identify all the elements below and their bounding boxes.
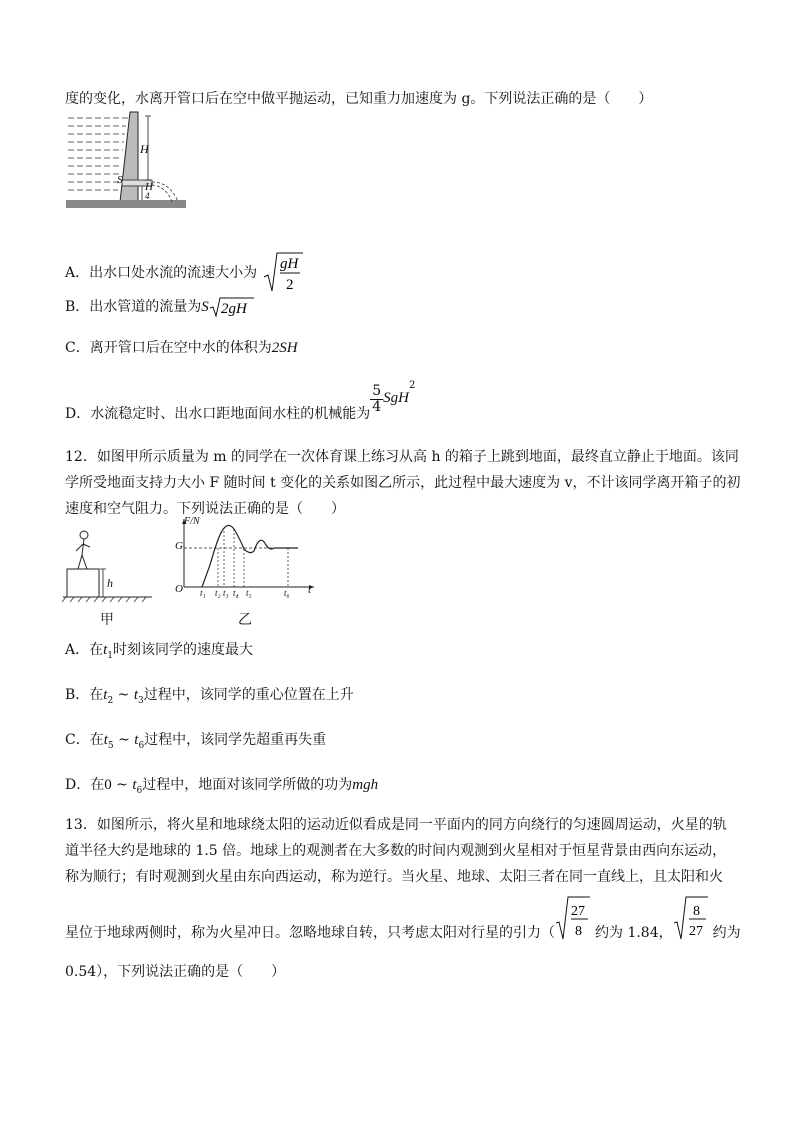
- q12-option-c-s1: 5: [107, 740, 114, 751]
- q12-yi-y-axis: F/N: [184, 516, 200, 527]
- q11-option-d-power: 2: [409, 379, 416, 391]
- q11-option-a-den: 2: [285, 277, 294, 293]
- q12-option-b-m1: t: [103, 687, 108, 703]
- q12-yi-caption: 乙: [238, 612, 252, 628]
- q13-r1-val: 约为 1.84，: [595, 925, 673, 941]
- q12-option-b-pre: B．在: [65, 687, 104, 703]
- q12-option-a[interactable]: [65, 640, 253, 666]
- q11-option-b-S: S: [201, 299, 209, 315]
- q11-option-c[interactable]: [65, 338, 298, 358]
- q11-option-a-text: A．出水口处水流的流速大小为: [65, 265, 258, 281]
- q12-option-d-m2: t: [132, 777, 137, 793]
- q11-fig-label-ratio: 4: [145, 191, 150, 201]
- q11-option-b-rad: 2gH: [220, 301, 247, 317]
- q13-r1-num: 27: [571, 904, 585, 919]
- q12-figure-jia: [60, 525, 155, 605]
- q12-yi-g-label: G: [175, 540, 183, 552]
- q12-option-b-tilde: ~: [113, 687, 134, 703]
- q12-option-c-post: 过程中，该同学先超重再失重: [144, 732, 327, 748]
- q11-option-b-radical: [209, 296, 255, 318]
- q12-option-a-pre: A．在: [65, 642, 104, 658]
- q12-jia-h-label: h: [107, 576, 113, 590]
- q12-line3: 速度和空气阻力。下列说法正确的是（ ）: [65, 501, 345, 517]
- q11-fig-label-H-top: H: [140, 142, 149, 156]
- q12-yi-tick-t5: t₅: [246, 588, 252, 598]
- q11-option-c-text: C．离开管口后在空中水的体积为: [65, 340, 272, 356]
- q12-yi-tick-t6: t₆: [284, 588, 290, 598]
- q11-option-a[interactable]: [65, 251, 304, 295]
- q12-line2: 学所受地面支持力大小 F 随时间 t 变化的关系如图乙所示，此过程中最大速度为 v，不计该同学离开箱子的初: [65, 475, 741, 491]
- q12-figure-yi: [170, 515, 320, 600]
- q13-line4-pre: 星位于地球两侧时，称为火星冲日。忽略地球自转，只考虑太阳对行星的引力（: [65, 925, 555, 941]
- q13-line2: 道半径大约是地球的 1.5 倍。地球上的观测者在大多数的时间内观测到火星相对于恒星背景由西向东运动，: [65, 843, 727, 859]
- q12-option-d[interactable]: [65, 775, 378, 801]
- q12-option-c-s2: 6: [138, 740, 145, 751]
- q12-yi-origin: O: [175, 583, 183, 595]
- q12-option-a-sub: 1: [107, 650, 114, 661]
- q11-option-c-math: 2SH: [271, 340, 298, 356]
- q11-option-b[interactable]: [65, 296, 255, 318]
- q12-option-d-s2: 6: [136, 785, 143, 796]
- q13-sqrt-27-8: [555, 895, 591, 943]
- q12-yi-tick-t3: t₃: [223, 588, 229, 598]
- q12-option-d-m0: 0: [104, 777, 112, 793]
- q12-yi-tick-t1: t₁: [200, 588, 206, 598]
- q11-option-a-num: gH: [279, 256, 298, 272]
- q12-yi-t-axis: t: [308, 584, 312, 596]
- q12-option-b-s2: 3: [138, 695, 144, 706]
- q13-r2-den: 27: [688, 924, 703, 939]
- q13-line5: 0.54），下列说法正确的是（ ）: [65, 964, 286, 980]
- q11-option-d[interactable]: [65, 379, 416, 422]
- q12-option-b-s1: 2: [107, 695, 114, 706]
- q11-option-d-tail: SgH: [383, 389, 409, 406]
- q12-option-a-math: t: [103, 642, 108, 658]
- q13-line1: 13．如图所示，将火星和地球绕太阳的运动近似看成是同一平面内的同方向绕行的匀速圆周运动，火星的轨: [65, 817, 727, 833]
- q11-stem-end: 度的变化，水离开管口后在空中做平抛运动，已知重力加速度为 g。下列说法正确的是（ ）: [65, 91, 653, 107]
- q12-option-b-m2: t: [133, 687, 139, 703]
- q12-option-b-post: 过程中，该同学的重心位置在上升: [143, 687, 354, 703]
- q12-option-c-m2: t: [134, 732, 139, 748]
- q13-line3: 称为顺行；有时观测到火星由东向西运动，称为逆行。当火星、地球、太阳三者在同一直线上，且太阳和火: [65, 869, 723, 885]
- q12-yi-tick-t2: t₂: [215, 588, 221, 598]
- q11-option-b-text: B．出水管道的流量为: [65, 299, 202, 315]
- q11-fig-label-H-bottom: H: [145, 181, 153, 193]
- q13-r2-val: 约为: [712, 925, 741, 941]
- q13-line4: [65, 893, 741, 943]
- q12-option-c[interactable]: [65, 730, 326, 756]
- q13-sqrt-8-27: [673, 895, 709, 943]
- q11-option-d-text: D．水流稳定时、出水口距地面间水柱的机械能为: [65, 405, 371, 422]
- q12-option-d-post: 过程中，地面对该同学所做的功为: [142, 777, 353, 793]
- q12-option-d-pre: D．在: [65, 777, 105, 793]
- q12-line1: 12．如图甲所示质量为 m 的同学在一次体育课上练习从高 h 的箱子上跳到地面，最终直立静止于地面。该同: [65, 449, 739, 465]
- q13-r2-num: 8: [692, 904, 700, 919]
- q11-option-a-formula: [262, 251, 304, 295]
- q12-option-b[interactable]: [65, 685, 354, 711]
- q11-option-d-frac: [370, 384, 383, 415]
- q12-yi-tick-t4: t₄: [233, 588, 239, 598]
- q12-jia-caption: 甲: [100, 612, 114, 628]
- q12-option-c-pre: C．在: [65, 732, 104, 748]
- q11-option-d-den: 4: [372, 399, 382, 415]
- q11-fig-label-S: S: [117, 174, 123, 186]
- q11-option-d-num: 5: [372, 383, 382, 399]
- q13-r1-den: 8: [575, 924, 582, 939]
- q11-figure: [62, 110, 192, 210]
- q12-option-a-post: 时刻该同学的速度最大: [113, 642, 254, 658]
- q12-option-d-ans: mgh: [352, 777, 379, 793]
- q12-option-c-m1: t: [103, 732, 108, 748]
- q12-option-d-tilde: ~: [111, 777, 133, 793]
- q12-option-c-tilde: ~: [113, 732, 135, 748]
